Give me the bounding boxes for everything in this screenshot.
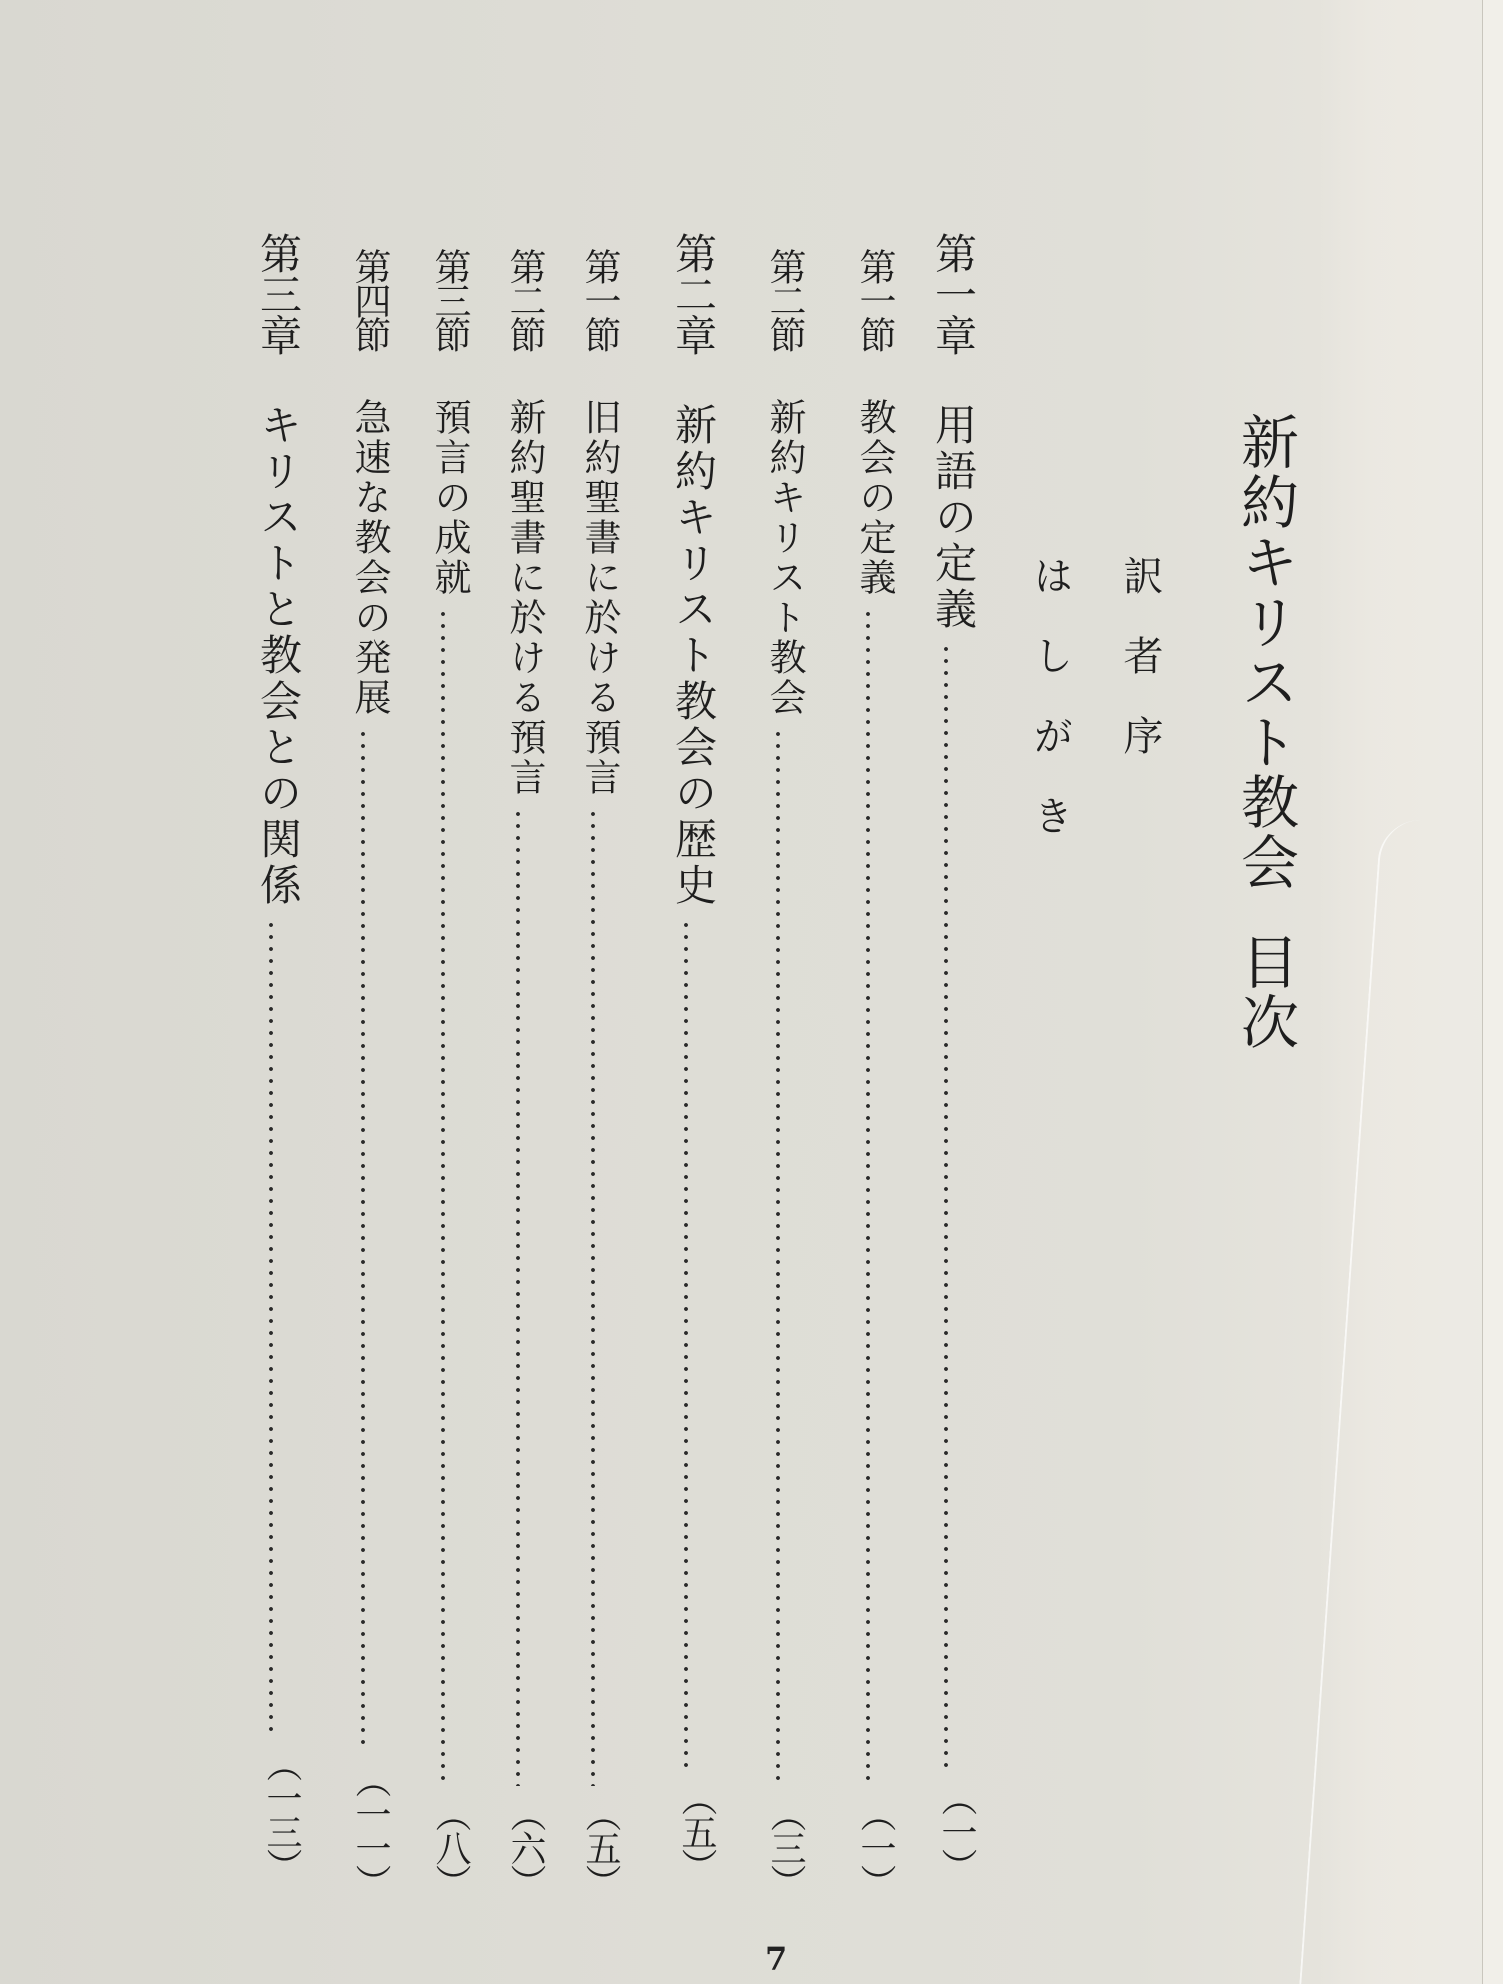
book-title: 新約キリスト教会 xyxy=(1231,412,1299,892)
dot-leader xyxy=(591,808,595,1786)
entry-page: （三） xyxy=(765,1796,806,1898)
toc-entry-section-2-3[interactable] xyxy=(418,248,471,1898)
entry-page: （五） xyxy=(676,1780,717,1882)
entry-label: 第四節 xyxy=(348,248,391,350)
dot-leader xyxy=(684,919,688,1770)
toc-heading xyxy=(1231,412,1299,1052)
toc-label: 目次 xyxy=(1231,932,1299,1052)
entry-title: 急速な教会の発展 xyxy=(348,398,391,718)
entry-page: （一） xyxy=(855,1796,896,1898)
entry-title: 用語の定義 xyxy=(929,403,978,633)
entry-page: （一） xyxy=(936,1780,977,1882)
dot-leader xyxy=(516,808,520,1786)
toc-entry-section-2-4[interactable] xyxy=(338,248,391,1898)
dot-leader xyxy=(441,608,445,1786)
dot-leader xyxy=(866,608,870,1786)
toc-entry-section-1-1[interactable] xyxy=(843,248,896,1898)
entry-title: 教会の定義 xyxy=(853,398,896,598)
toc-entry-chapter-2[interactable] xyxy=(658,232,718,1882)
entry-label: 第一節 xyxy=(578,248,621,350)
entry-title: 旧約聖書に於ける預言 xyxy=(578,398,621,798)
entry-page: （五） xyxy=(580,1796,621,1898)
entry-label: 第二節 xyxy=(503,248,546,350)
entry-label: 第三章 xyxy=(254,232,303,355)
entry-label: 第二節 xyxy=(763,248,806,350)
entry-page: （六） xyxy=(505,1796,546,1898)
front-matter-foreword: はしがき xyxy=(1027,555,1073,875)
toc-entry-chapter-3[interactable] xyxy=(243,232,303,1882)
entry-title: 預言の成就 xyxy=(428,398,471,598)
entry-title: 新約聖書に於ける預言 xyxy=(503,398,546,798)
toc-entry-section-2-1[interactable] xyxy=(568,248,621,1898)
page-number: 7 xyxy=(765,1940,788,1978)
entry-page: （一三） xyxy=(261,1746,302,1882)
toc-entry-section-2-2[interactable] xyxy=(493,248,546,1898)
entry-label: 第三節 xyxy=(428,248,471,350)
toc-entry-chapter-1[interactable] xyxy=(918,232,978,1882)
entry-title: キリストと教会との関係 xyxy=(254,403,303,909)
entry-page: （八） xyxy=(430,1796,471,1898)
entry-label: 第二章 xyxy=(669,232,718,355)
entry-label: 第一章 xyxy=(929,232,978,355)
front-matter-translator-preface: 訳者序 xyxy=(1117,555,1163,795)
entry-title: 新約キリスト教会 xyxy=(763,398,806,718)
entry-title: 新約キリスト教会の歴史 xyxy=(669,403,718,909)
entry-label: 第一節 xyxy=(853,248,896,350)
dot-leader xyxy=(269,919,273,1736)
next-page-edge xyxy=(1482,0,1503,1984)
dot-leader xyxy=(776,728,780,1786)
toc-entry-section-1-2[interactable] xyxy=(753,248,806,1898)
dot-leader xyxy=(361,728,365,1752)
dot-leader xyxy=(944,643,948,1770)
entry-page: （一一） xyxy=(350,1762,391,1898)
